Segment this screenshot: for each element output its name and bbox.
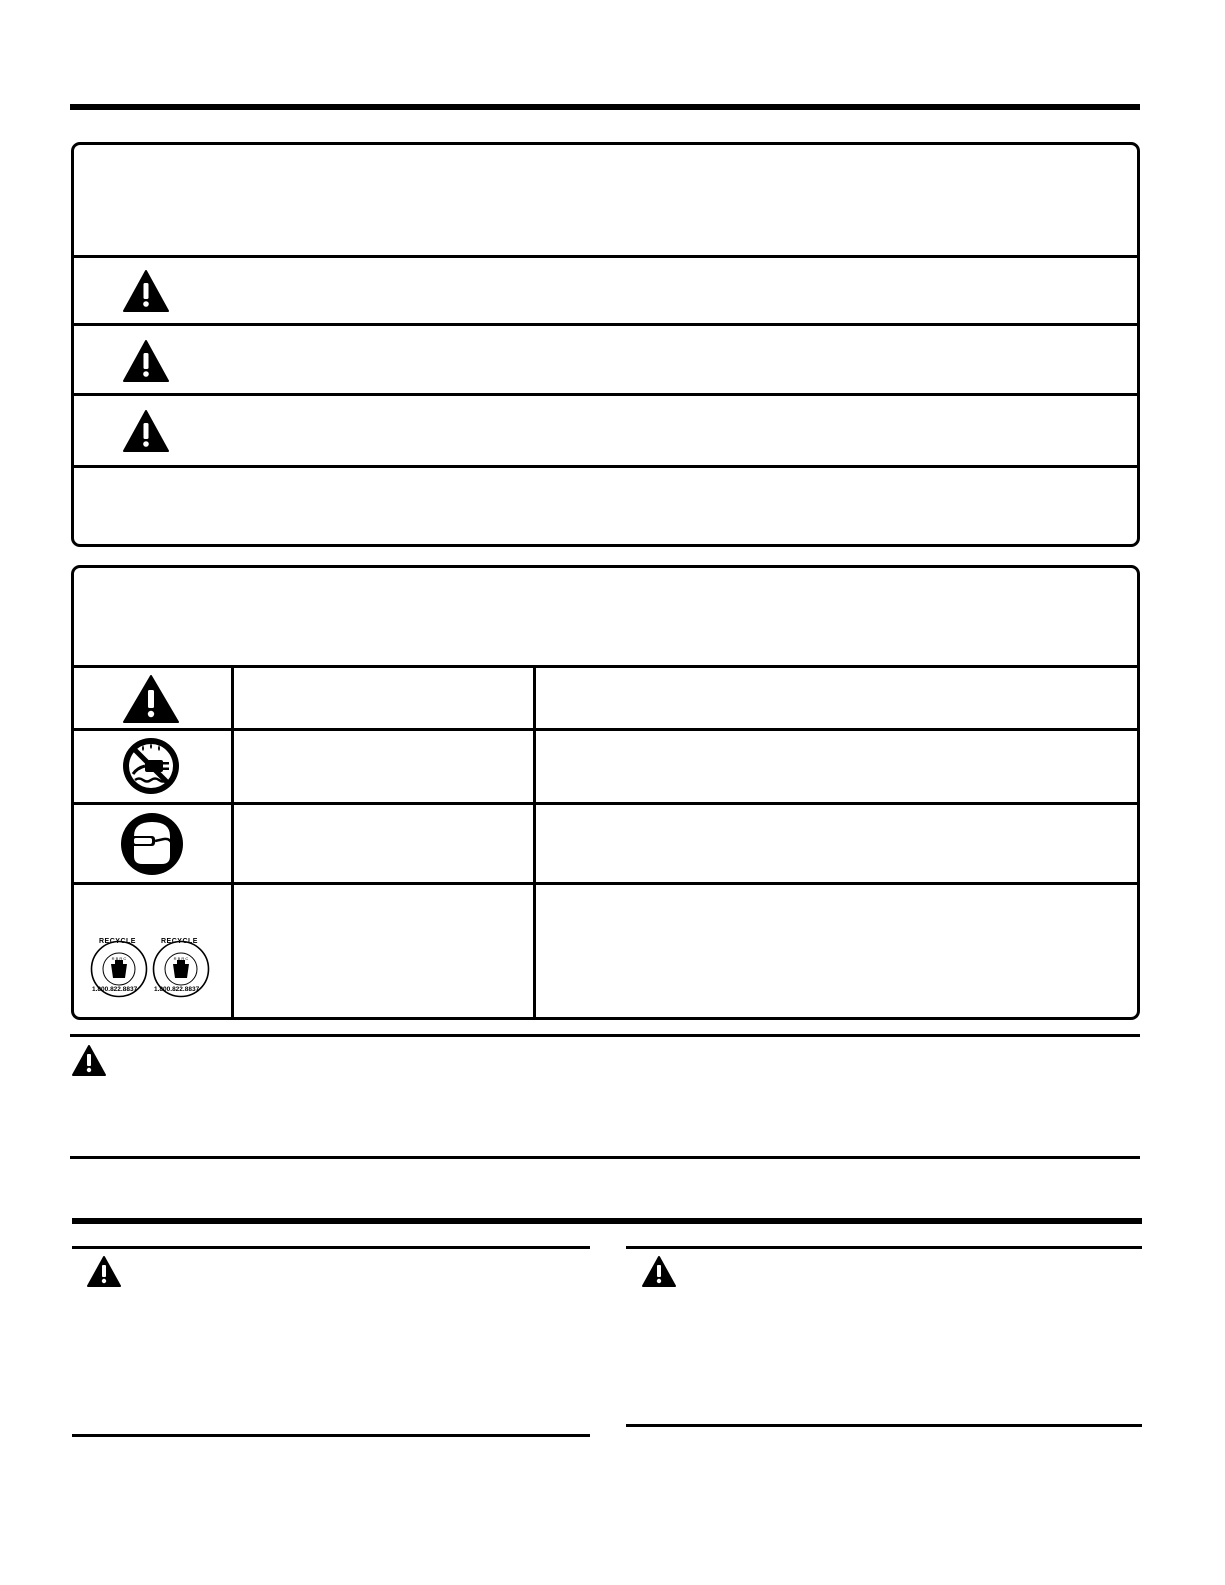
warning-triangle-icon (122, 339, 170, 383)
no-wet-conditions-icon (121, 736, 181, 796)
warning-triangle-icon (86, 1255, 122, 1288)
eye-protection-icon (120, 812, 184, 876)
warning-triangle-icon (122, 674, 180, 724)
recycle-seal-top-text: RECYCLE (99, 938, 136, 945)
symbols-table-column-rule (533, 665, 536, 1017)
signal-box-divider (74, 255, 1137, 258)
warning-triangle-icon (122, 409, 170, 453)
warning-band-bottom-rule (70, 1156, 1140, 1159)
right-warning-bottom-rule (626, 1424, 1142, 1427)
right-warning-top-rule (626, 1246, 1142, 1249)
recycle-seal-bottom-text: 1.800.822.8837 (92, 986, 138, 993)
symbols-table-box (71, 565, 1140, 1020)
warning-band-top-rule (70, 1034, 1140, 1037)
signal-box-divider (74, 393, 1137, 396)
warning-triangle-icon (122, 269, 170, 313)
left-warning-bottom-rule (72, 1434, 590, 1437)
signal-box-divider (74, 465, 1137, 468)
warning-triangle-icon (641, 1255, 677, 1288)
warning-triangle-icon (71, 1044, 107, 1077)
top-header-rule (70, 104, 1140, 110)
svg-text:R B R C: R B R C (111, 956, 127, 961)
recycle-seals (90, 940, 210, 1000)
signal-words-box (71, 142, 1140, 547)
symbols-table-column-rule (231, 665, 234, 1017)
recycle-seal-bottom-text: 1.800.822.8837 (154, 986, 200, 993)
svg-text:R B R C: R B R C (173, 956, 189, 961)
section-header-rule (72, 1218, 1142, 1224)
signal-box-divider (74, 323, 1137, 326)
recycle-seal-top-text: RECYCLE (161, 938, 198, 945)
left-warning-top-rule (72, 1246, 590, 1249)
